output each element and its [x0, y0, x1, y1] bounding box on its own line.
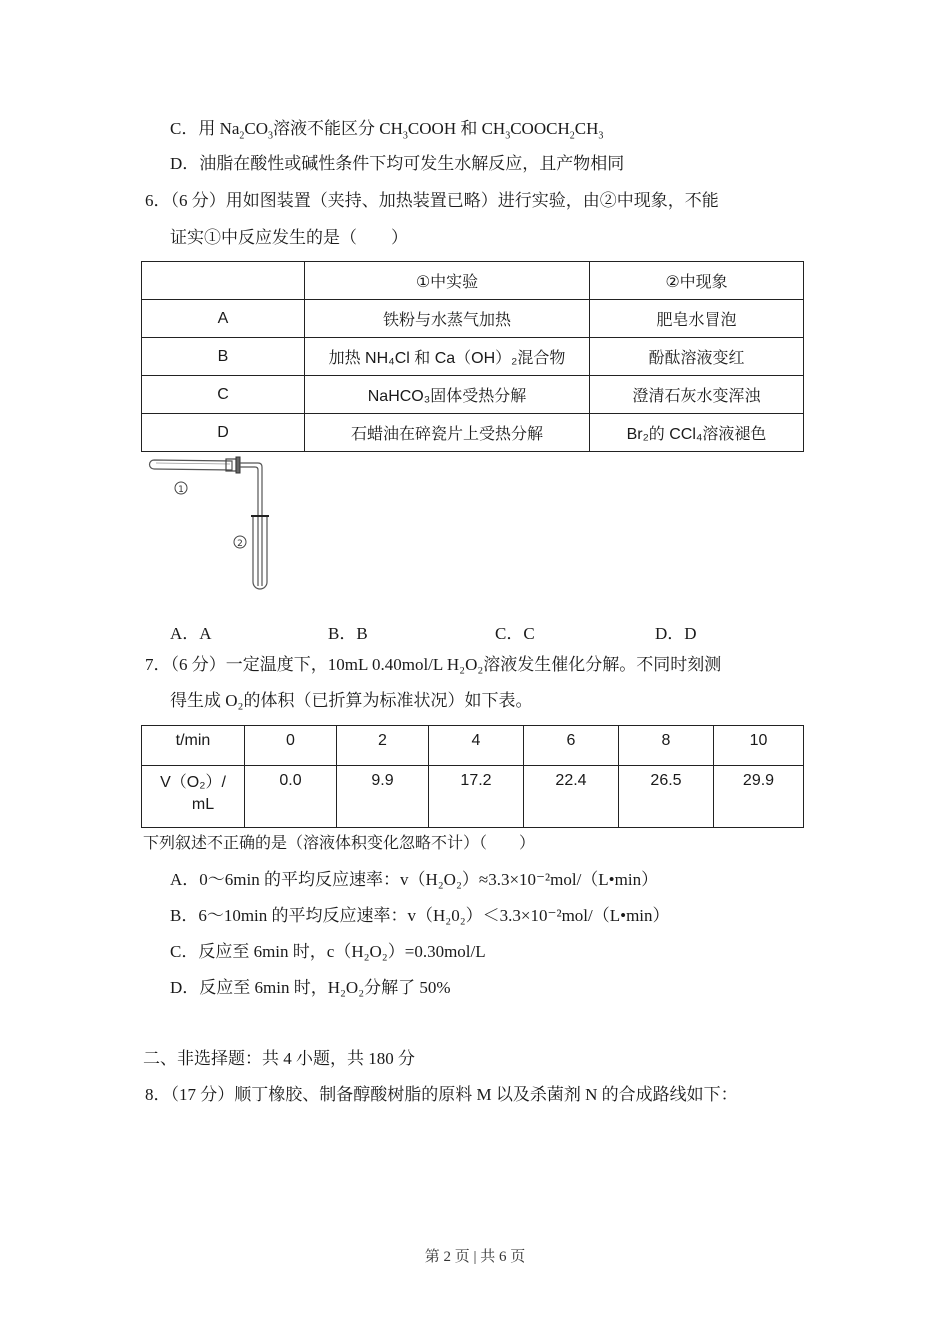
table-header-cell: ①中实验	[305, 262, 590, 300]
table-row-time	[142, 726, 804, 766]
q6-stem-line2: 证实①中反应发生的是（ ）	[170, 228, 408, 247]
row-experiment: 石蜡油在碎瓷片上受热分解	[305, 414, 590, 452]
test-tube-apparatus-icon	[142, 456, 272, 596]
row-header: t/min	[142, 726, 245, 766]
question-score: （6 分）	[170, 655, 226, 674]
option-text: 油脂在酸性或碱性条件下均可发生水解反应，且产物相同	[199, 154, 625, 173]
q6-option-b: B．B	[328, 624, 368, 643]
question-number: 7．	[145, 655, 171, 674]
row-phenomenon: 酚酞溶液变红	[590, 338, 804, 376]
table-header-row	[142, 262, 804, 300]
q7-prompt: 下列叙述不正确的是（溶液体积变化忽略不计）（ ）	[143, 835, 536, 852]
page-footer: 第 2 页 | 共 6 页	[424, 1249, 526, 1265]
volume-cell: 22.4	[524, 766, 619, 828]
option-label: C．	[170, 119, 199, 138]
table-row	[142, 414, 804, 452]
q7-option-a: A．0～6min 的平均反应速率：v（H₂O₂）≈3.3×10⁻²mol/（L•min）	[170, 870, 659, 889]
question-score: （6 分）	[170, 191, 226, 210]
row-header	[142, 766, 245, 828]
q6-option-c: C．C	[495, 624, 535, 643]
q7-option-b: B．6～10min 的平均反应速率：v（H₂0₂）＜3.3×10⁻²mol/（L•min）	[170, 906, 670, 925]
row-experiment: 加热 NH₄Cl 和 Ca（OH）₂混合物	[305, 338, 590, 376]
row-key: A	[142, 300, 305, 338]
volume-cell: 9.9	[337, 766, 429, 828]
question-number: 6．	[145, 191, 171, 210]
volume-cell: 26.5	[619, 766, 714, 828]
q7-option-d: D．反应至 6min 时，H₂O₂分解了 50%	[170, 978, 451, 997]
svg-text:2: 2	[237, 539, 243, 549]
table-row	[142, 300, 804, 338]
table-row-volume	[142, 766, 804, 828]
time-cell: 4	[429, 726, 524, 766]
row-experiment: NaHCO₃固体受热分解	[305, 376, 590, 414]
option-label: D．	[170, 154, 200, 173]
apparatus-figure	[142, 456, 272, 596]
question-number: 8．	[145, 1085, 171, 1104]
q5-option-d	[170, 153, 624, 175]
time-cell: 0	[245, 726, 337, 766]
q8-stem	[145, 1084, 738, 1106]
table-row	[142, 376, 804, 414]
question-text: （17 分）顺丁橡胶、制备醇酸树脂的原料 M 以及杀菌剂 N 的合成路线如下：	[170, 1085, 738, 1104]
section-heading: 二、非选择题：共 4 小题，共 180 分	[143, 1049, 415, 1068]
table-header-cell	[142, 262, 305, 300]
svg-text:1: 1	[178, 485, 184, 495]
table-row	[142, 338, 804, 376]
volume-cell: 0.0	[245, 766, 337, 828]
time-cell: 6	[524, 726, 619, 766]
volume-cell: 17.2	[429, 766, 524, 828]
row-header-line: mL	[191, 796, 215, 813]
time-cell: 8	[619, 726, 714, 766]
question-text: 用如图装置（夹持、加热装置已略）进行实验，由②中现象，不能	[225, 191, 719, 210]
q7-table	[141, 725, 804, 828]
table-header-cell: ②中现象	[590, 262, 804, 300]
q6-stem-line1	[145, 190, 719, 212]
row-header-line: V（O₂）/	[160, 774, 226, 791]
q5-option-c: C．用 $Na_2CO_3$溶液不能区分 $CH_3COOH$ 和 $CH_3COOCH_2CH_3$	[170, 119, 604, 142]
row-experiment: 铁粉与水蒸气加热	[305, 300, 590, 338]
time-cell: 2	[337, 726, 429, 766]
volume-cell: 29.9	[714, 766, 804, 828]
q6-option-d: D．D	[655, 624, 697, 643]
q6-table	[141, 261, 804, 452]
row-phenomenon: 肥皂水冒泡	[590, 300, 804, 338]
row-key: B	[142, 338, 305, 376]
q7-stem-line2: 得生成 O₂的体积（已折算为标准状况）如下表。	[170, 691, 533, 710]
row-phenomenon: Br₂的 CCl₄溶液褪色	[590, 414, 804, 452]
time-cell: 10	[714, 726, 804, 766]
row-key: D	[142, 414, 305, 452]
q7-option-c: C．反应至 6min 时，c（H₂O₂）=0.30mol/L	[170, 942, 486, 961]
question-text: 一定温度下，10mL 0.40mol/L H₂O₂溶液发生催化分解。不同时刻测	[225, 655, 722, 674]
q7-stem-line1	[145, 654, 721, 676]
row-phenomenon: 澄清石灰水变浑浊	[590, 376, 804, 414]
q6-option-a: A．A	[170, 624, 212, 643]
row-key: C	[142, 376, 305, 414]
